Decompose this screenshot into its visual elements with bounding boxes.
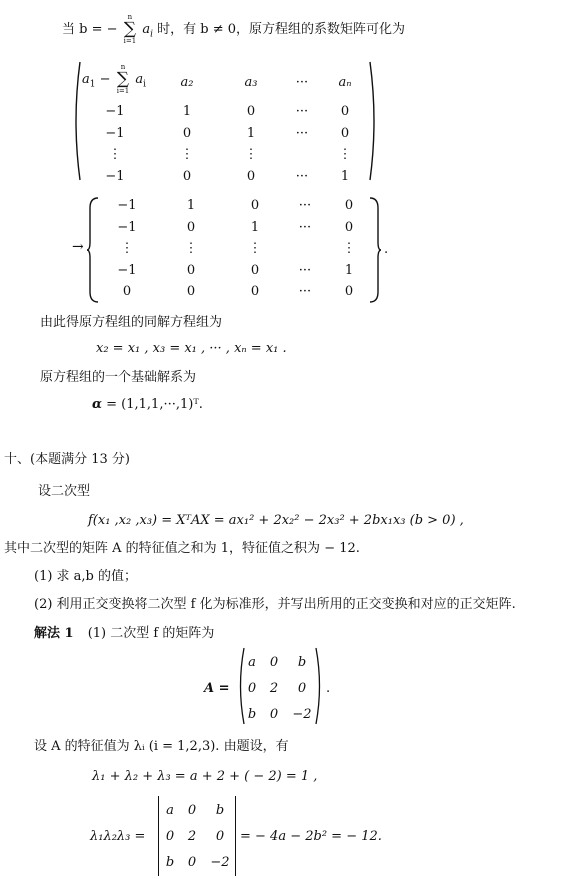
sum-term: a [142,22,151,37]
matrix2-cell: 0 [186,263,196,278]
solution-intro-line [34,627,214,640]
matrix1-cell: aₙ [338,75,352,90]
matrix1-cell: 0 [246,169,256,184]
matrix1-cell: a₃ [244,75,258,90]
matrix2-cell: 0 [186,220,196,235]
same-solution-text: 由此得原方程组的同解方程组为 [40,315,223,330]
eigenvalue-sum-equation: λ₁ + λ₂ + λ₃ = a + 2 + ( − 2) = 1 , [92,769,318,784]
right-brace-icon [368,196,382,304]
b-cond-prefix: 当 b = − [62,22,118,37]
matrix1-cell: ⋮ [180,147,194,162]
det-cell: 0 [165,829,175,844]
matrix2-cell: 0 [344,220,354,235]
left-brace-icon [86,196,100,304]
sigma-icon: ∑ [123,19,136,39]
matrix1-cell: ⋮ [244,147,258,162]
summation-symbol [124,14,137,45]
det-cell: b [215,803,225,818]
matrix1-cell: ··· [295,169,309,184]
matrix2-cell: 0 [344,284,354,299]
matrix1-cell: 1 [246,126,256,141]
summation-symbol: n ∑ i=1 [116,63,130,95]
matrix1-cell-first: $a_1$ − n ∑ i=1 $a_i$ [82,63,147,95]
eigenvalue-intro: 设 A 的特征值为 λᵢ (i = 1,2,3). 由题设，有 [34,739,289,754]
matrix-A-cell: 0 [297,681,307,696]
sum-upper-limit: n [127,13,133,21]
matrix2-cell: ⋮ [342,241,356,256]
matrix1-cell: 0 [246,104,256,119]
sum-term-subscript: i [150,29,154,40]
question-1: (1) 求 a,b 的值； [34,569,138,584]
matrix-A-cell: b [247,707,257,722]
matrix2-cell: ⋮ [120,241,134,256]
set-quadratic-text: 设二次型 [38,484,91,499]
matrix2-cell: ··· [298,284,312,299]
matrix-A-cell: a [248,655,256,670]
matrix2-cell: 0 [250,263,260,278]
matrix2-cell: ⋮ [248,241,262,256]
det-cell: a [166,803,174,818]
matrix-A-cell: 2 [269,681,279,696]
alpha-symbol: α [92,397,103,412]
matrix1-cell: ··· [295,75,309,90]
solution-label: 解法 1 [34,626,74,641]
question-2: (2) 利用正交变换将二次型 f 化为标准形，并写出所用的正交变换和对应的正交矩阵. [34,597,516,612]
matrix2-cell: 1 [344,263,354,278]
basis-intro-text: 原方程组的一个基础解系为 [40,370,197,385]
det-cell: 0 [215,829,225,844]
sigma-icon: ∑ [116,69,130,89]
matrix2-cell: 1 [250,220,260,235]
matrix1-cell: 1 [182,104,192,119]
b-cond-suffix: 时，有 b ≠ 0，原方程组的系数矩阵可化为 [157,22,406,37]
det-cell: 0 [187,803,197,818]
matrix2-cell: 0 [344,198,354,213]
matrix2-cell: ··· [298,220,312,235]
matrix-A-cell: 0 [269,655,279,670]
matrix2-cell: −1 [117,220,137,235]
alpha-vector-value: = (1,1,1,···,1)ᵀ. [102,397,203,412]
equation-system: x₂ = x₁ , x₃ = x₁ , ··· , xₙ = x₁ . [96,341,287,356]
matrix2-cell: −1 [117,198,137,213]
arrow-icon: → [72,239,84,255]
determinant-A [158,796,236,876]
matrix1-cell: ··· [295,104,309,119]
matrix1-cell: a₂ [180,75,194,90]
b-condition-line [62,14,405,45]
matrix1-cell: 1 [340,169,350,184]
matrix2-cell: ··· [298,263,312,278]
matrix-A-cell: −2 [292,707,312,722]
matrix2-cell: −1 [117,263,137,278]
det-cell: b [165,855,175,870]
eigenvalue-condition-text: 其中二次型的矩阵 A 的特征值之和为 1，特征值之积为 − 12. [4,541,360,556]
matrix1-cell: −1 [105,104,125,119]
matrix2-cell: 0 [250,198,260,213]
matrix1-cell: ⋮ [338,147,352,162]
solution-text: (1) 二次型 f 的矩阵为 [87,626,215,641]
matrix2-cell: 0 [250,284,260,299]
det-cell: 0 [187,855,197,870]
sum-lower-limit: i=1 [123,37,137,45]
section-heading: 十、(本题满分 13 分) [4,452,130,467]
matrix-A-cell: 0 [247,681,257,696]
matrix-A-cell: 0 [269,707,279,722]
matrix2-cell: 0 [186,284,196,299]
matrix2-cell: ⋮ [184,241,198,256]
matrix1-cell: ··· [295,126,309,141]
matrix1-cell: 0 [182,169,192,184]
matrix-A-trailing-period: . [326,681,331,696]
matrix-A-cell: b [297,655,307,670]
matrix1-cell: 0 [340,104,350,119]
eigenvalue-product-label: λ₁λ₂λ₃ = [90,829,146,844]
quadratic-form-equation: f(x₁ ,x₂ ,x₃) = XᵀAX = ax₁² + 2x₂² − 2x₃² + 2bx₁x₃ (b > 0) , [88,513,464,528]
right-paren-icon [368,60,380,182]
matrix2-cell: ··· [298,198,312,213]
alpha-vector-line [92,398,203,411]
det-cell: −2 [210,855,230,870]
matrix1-cell: 0 [182,126,192,141]
matrix-A-label: A = [204,681,230,696]
det-cell: 2 [187,829,197,844]
matrix2-cell: 1 [186,198,196,213]
matrix1-cell: 0 [340,126,350,141]
matrix1-cell: −1 [105,169,125,184]
matrix2-cell: 0 [122,284,132,299]
eigenvalue-product-result: = − 4a − 2b² = − 12. [240,829,382,844]
left-paren-icon [70,60,82,182]
right-paren-icon [314,646,324,726]
matrix1-cell: −1 [105,126,125,141]
matrix2-trailing-period: . [384,242,389,257]
matrix1-cell: ⋮ [108,147,122,162]
